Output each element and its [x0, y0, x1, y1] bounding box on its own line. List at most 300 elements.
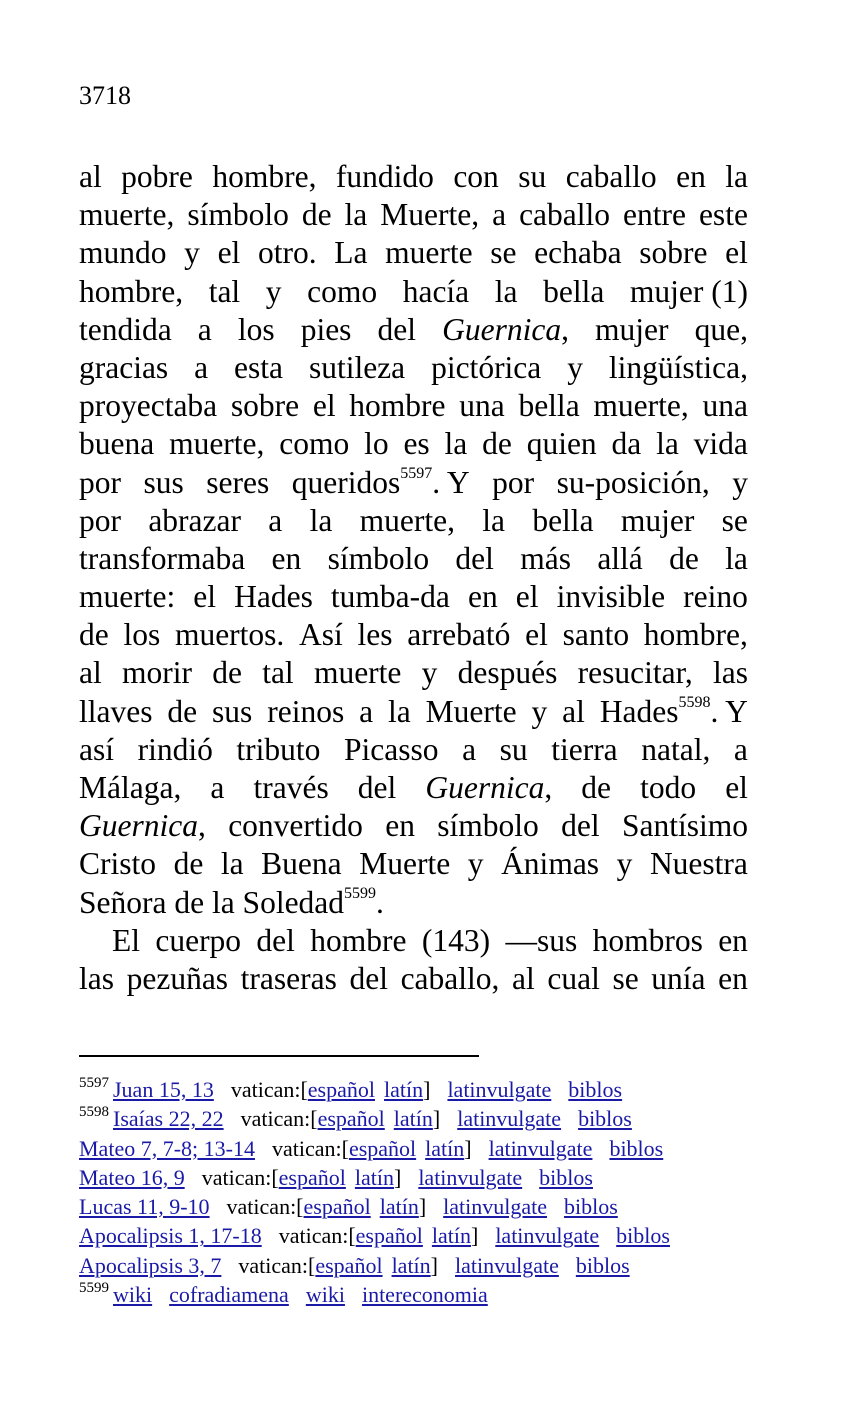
text: Muerte — [425, 693, 517, 729]
word: muerte — [313, 655, 402, 691]
word: su — [499, 731, 528, 767]
text: y — [732, 464, 748, 500]
word — [595, 311, 668, 349]
word: hombre, — [643, 617, 748, 653]
bracket: ] — [464, 1135, 472, 1161]
text-line — [79, 273, 748, 311]
word: muerte: — [79, 579, 176, 615]
link-biblos[interactable]: biblos — [539, 1164, 593, 1190]
word: de — [79, 617, 109, 653]
source-link[interactable]: cofradiamena — [169, 1282, 289, 1308]
word: pictórica — [431, 349, 542, 385]
word: el — [525, 617, 548, 653]
text: al — [562, 693, 585, 729]
word — [492, 464, 534, 502]
bracket: ] — [430, 1252, 438, 1278]
word: tumba-da — [330, 579, 450, 615]
text: . — [376, 884, 384, 920]
word: es — [403, 426, 430, 462]
word: invisible — [556, 579, 666, 615]
text: de — [167, 693, 198, 729]
link-biblos[interactable]: biblos — [564, 1194, 618, 1220]
word — [79, 693, 152, 731]
word: este — [698, 197, 748, 233]
word: caballo, — [400, 960, 500, 996]
text-line — [79, 311, 748, 349]
word: la — [725, 540, 748, 576]
word: Picasso — [343, 731, 439, 767]
bracket: ] — [393, 1164, 402, 1190]
word — [600, 693, 748, 731]
word: rindió — [137, 731, 213, 767]
word: pezuñas — [126, 960, 229, 996]
text: símbolo — [437, 808, 539, 844]
word: muerte — [385, 235, 473, 271]
word: a — [194, 349, 209, 385]
footnote-line — [79, 1134, 759, 1163]
word: muerte, — [169, 426, 265, 462]
text: mujer — [595, 311, 669, 347]
word: hacía — [402, 273, 470, 309]
link-latinvulgate[interactable]: latinvulgate — [495, 1223, 600, 1249]
word: al — [79, 159, 102, 194]
word: la — [494, 273, 518, 309]
word: resucitar, — [577, 655, 693, 691]
link-espanol[interactable]: español — [348, 1135, 417, 1161]
bible-ref-link[interactable]: Mateo 16, 9 — [79, 1164, 185, 1190]
word: —sus — [505, 922, 578, 958]
word: la — [344, 197, 368, 233]
word — [79, 884, 384, 922]
link-espanol[interactable]: español — [317, 1106, 385, 1132]
footnote-line — [79, 1221, 759, 1250]
text-line — [79, 502, 748, 540]
word: símbolo — [327, 540, 430, 576]
word: mujer — [620, 502, 695, 538]
word: La — [334, 235, 368, 271]
link-latin[interactable]: latín — [431, 1223, 471, 1249]
word: a — [733, 731, 748, 767]
word: y — [567, 349, 583, 385]
text-line — [79, 693, 748, 731]
text-line — [79, 616, 748, 654]
link-latin[interactable]: latín — [354, 1164, 394, 1190]
word — [210, 769, 224, 807]
word: proyectaba — [79, 388, 218, 424]
text-line — [79, 922, 748, 960]
link-espanol[interactable]: español — [278, 1164, 346, 1190]
text: su-posición, — [556, 464, 710, 500]
word: se — [721, 502, 748, 538]
word: y — [184, 235, 200, 271]
footnote-line — [79, 1192, 759, 1221]
word: transformaba — [79, 540, 246, 576]
text-line — [79, 654, 748, 692]
source-link[interactable]: intereconomia — [361, 1282, 488, 1308]
word — [437, 807, 539, 845]
word: del — [256, 922, 295, 958]
link-biblos[interactable]: biblos — [578, 1106, 632, 1132]
word: al — [79, 655, 102, 691]
word: Así — [299, 617, 343, 653]
word: reino — [683, 579, 748, 615]
text: todo — [640, 770, 697, 805]
word: la — [656, 426, 679, 462]
word: de — [212, 655, 242, 691]
word: quien — [526, 426, 597, 462]
word: caballo — [519, 197, 611, 233]
bracket: ] — [423, 1077, 431, 1102]
bible-ref-link[interactable]: Juan 15, 13 — [113, 1077, 214, 1102]
word: hombre, — [79, 273, 184, 309]
word: hombre — [310, 922, 407, 958]
word: natal, — [641, 731, 711, 767]
word: al — [512, 960, 535, 996]
link-latin[interactable]: latín — [379, 1194, 419, 1220]
word — [79, 464, 121, 502]
word: caballo — [565, 159, 657, 194]
word — [425, 769, 552, 807]
word: Muerte, — [380, 197, 480, 233]
text: . Y — [710, 693, 748, 729]
link-biblos[interactable]: biblos — [616, 1223, 670, 1249]
italic-title: Guernica — [79, 808, 198, 844]
text: a — [359, 693, 374, 729]
text-line — [79, 540, 748, 578]
link-latinvulgate[interactable]: latinvulgate — [455, 1252, 559, 1278]
word: y — [467, 846, 484, 882]
word: y — [421, 655, 438, 691]
text: a — [197, 311, 212, 347]
word — [79, 311, 172, 349]
link-espanol[interactable]: español — [355, 1223, 423, 1249]
text-line — [79, 196, 748, 234]
word: la — [444, 426, 468, 462]
word — [144, 464, 184, 502]
word: bella — [518, 388, 580, 424]
word: después — [457, 655, 558, 691]
word — [253, 769, 328, 807]
footnote-line — [79, 1280, 759, 1309]
word: allá — [597, 540, 643, 576]
link-latinvulgate[interactable]: latinvulgate — [418, 1164, 523, 1190]
footnote-line — [79, 1104, 759, 1133]
text: Málaga, — [79, 770, 182, 805]
link-biblos[interactable]: biblos — [568, 1077, 623, 1102]
word — [385, 807, 415, 845]
word — [238, 311, 275, 349]
text-line — [79, 349, 748, 387]
word — [562, 693, 585, 731]
text: . Y — [432, 464, 470, 500]
text: los — [237, 311, 275, 347]
word — [79, 807, 206, 845]
bracket: ] — [432, 1106, 441, 1132]
word — [267, 693, 344, 731]
word: la — [482, 502, 506, 538]
word: como — [307, 273, 378, 309]
word: gracias — [79, 349, 169, 385]
word: Nuestra — [649, 846, 748, 882]
word: muerte, — [593, 388, 689, 424]
text: por — [492, 464, 535, 500]
text: la — [388, 693, 411, 729]
word: y — [265, 273, 282, 309]
footnote-marker: 5598 — [678, 694, 711, 712]
word: les — [357, 617, 393, 653]
text: Santísimo — [621, 808, 748, 844]
text-line — [79, 158, 748, 196]
source-link[interactable]: wiki — [113, 1282, 153, 1308]
word: hombre — [349, 388, 446, 424]
text: pies — [300, 311, 352, 347]
text-line — [79, 769, 748, 807]
footnote-line — [79, 1075, 759, 1104]
word: las — [712, 655, 748, 691]
link-latinvulgate[interactable]: latinvulgate — [457, 1106, 562, 1132]
text: y — [531, 693, 548, 729]
text-line — [79, 731, 748, 769]
bible-ref-link[interactable]: Isaías 22, 22 — [113, 1106, 224, 1132]
text: , — [544, 770, 553, 805]
text: del — [561, 808, 600, 844]
link-latinvulgate[interactable]: latinvulgate — [488, 1135, 593, 1161]
footnote-marker: 5597 — [400, 465, 433, 482]
word: bella — [543, 273, 605, 309]
bible-ref-link[interactable]: Lucas 11, 9-10 — [79, 1194, 210, 1220]
word: con — [453, 159, 499, 194]
link-latin[interactable]: latín — [384, 1077, 424, 1102]
word — [198, 311, 212, 349]
word — [426, 693, 517, 731]
word: fundido — [335, 159, 434, 194]
bible-ref-link[interactable]: Apocalipsis 1, 17-18 — [79, 1223, 262, 1249]
bible-ref-link[interactable]: Mateo 7, 7-8; 13-14 — [79, 1135, 255, 1161]
word: mundo — [79, 235, 167, 271]
text: del — [377, 311, 417, 347]
text: convertido — [228, 808, 363, 844]
word: lo — [364, 426, 389, 462]
word: a — [462, 731, 477, 767]
word: una — [459, 388, 505, 424]
word: de — [173, 846, 204, 882]
footnote-separator — [79, 1055, 479, 1057]
link-biblos[interactable]: biblos — [609, 1135, 664, 1161]
word: una — [702, 388, 748, 424]
word: los — [123, 617, 161, 653]
text: del — [357, 770, 397, 805]
word: su — [518, 159, 547, 194]
link-espanol[interactable]: español — [315, 1252, 383, 1278]
word: mujer (1) — [629, 273, 748, 309]
word — [622, 807, 748, 845]
vatican-label: vatican:[ — [230, 1077, 308, 1102]
word: del — [349, 960, 388, 996]
word — [228, 807, 363, 845]
word: sobre — [230, 388, 300, 424]
link-latin[interactable]: latín — [393, 1106, 433, 1132]
text: a — [210, 770, 225, 805]
link-latinvulgate[interactable]: latinvulgate — [443, 1194, 548, 1220]
word: tierra — [551, 731, 618, 767]
word: muerte, — [79, 197, 175, 233]
word: y — [616, 846, 633, 882]
text: , — [561, 311, 569, 347]
text: de — [581, 770, 612, 805]
footnote-marker: 5599 — [344, 885, 377, 903]
word: entre — [623, 197, 686, 233]
text: el — [725, 770, 748, 805]
text: , — [197, 808, 206, 844]
word: El — [112, 922, 140, 958]
word: el — [725, 235, 748, 271]
word: la — [725, 159, 748, 194]
word: cuerpo — [155, 922, 242, 958]
word: en — [271, 540, 302, 576]
word — [359, 693, 373, 731]
text: Señora de la Soledad — [79, 884, 345, 920]
word: sutileza — [308, 349, 406, 385]
word — [581, 769, 611, 807]
vatican-label: vatican:[ — [271, 1135, 349, 1161]
word: Cristo — [79, 846, 157, 882]
word: en — [718, 960, 748, 996]
word: santo — [562, 617, 630, 653]
link-espanol[interactable]: español — [307, 1077, 375, 1102]
word — [212, 693, 252, 731]
link-espanol[interactable]: español — [303, 1194, 371, 1220]
word: morir — [121, 655, 192, 691]
word: el — [515, 579, 539, 615]
link-latinvulgate[interactable]: latinvulgate — [447, 1077, 552, 1102]
word: abrazar — [148, 502, 241, 538]
word: pobre — [121, 159, 193, 194]
word: se — [490, 235, 517, 271]
word — [167, 693, 197, 731]
word: las — [79, 960, 114, 996]
word: del — [455, 540, 494, 576]
word: cual — [547, 960, 600, 996]
word — [378, 311, 416, 349]
word: como — [279, 426, 350, 462]
text-line — [79, 960, 748, 998]
bracket: ] — [470, 1223, 479, 1249]
word: tributo — [236, 731, 321, 767]
word: echaba — [534, 235, 622, 271]
text: queridos — [291, 464, 401, 500]
word — [442, 311, 569, 349]
word: tal — [262, 655, 294, 691]
italic-title: Guernica — [425, 770, 545, 805]
word: en — [676, 159, 706, 194]
word — [732, 464, 748, 502]
text: través — [253, 770, 329, 805]
word — [532, 693, 548, 731]
word: muerte, — [359, 502, 455, 538]
word: la — [220, 846, 244, 882]
text-line — [79, 464, 748, 502]
body-text — [79, 158, 748, 998]
text-line — [79, 234, 748, 272]
vatican-label: vatican:[ — [240, 1106, 318, 1132]
text: por — [79, 464, 121, 500]
text: en — [385, 808, 415, 844]
word: tal — [208, 273, 241, 309]
word: el — [217, 235, 241, 271]
word: la — [309, 502, 333, 538]
text: llaves — [79, 693, 153, 729]
word — [725, 769, 748, 807]
footnote-number: 5598 — [79, 1104, 109, 1121]
source-link[interactable]: wiki — [305, 1282, 345, 1308]
vatican-label: vatican:[ — [238, 1252, 316, 1278]
word: de — [482, 426, 512, 462]
word: de — [301, 197, 332, 233]
word: esta — [234, 349, 284, 385]
word: a — [492, 197, 507, 233]
word: el — [312, 388, 336, 424]
link-latin[interactable]: latín — [425, 1135, 465, 1161]
word: el — [193, 579, 217, 615]
footnote-line — [79, 1251, 759, 1280]
word: así — [79, 731, 114, 767]
word: buena — [79, 426, 155, 462]
footnote-line — [79, 1163, 759, 1192]
text: sus — [212, 693, 253, 729]
word — [206, 464, 269, 502]
word: Hades — [234, 579, 313, 615]
text-line — [79, 845, 748, 883]
word: hombros — [592, 922, 703, 958]
vatican-label: vatican:[ — [278, 1223, 356, 1249]
word: lingüística, — [608, 349, 748, 385]
word: Muerte — [359, 846, 451, 882]
word: vida — [693, 426, 748, 462]
word — [561, 807, 599, 845]
text-line — [79, 425, 748, 463]
vatican-label: vatican:[ — [201, 1164, 279, 1190]
bible-ref-link[interactable]: Apocalipsis 3, 7 — [79, 1252, 222, 1278]
word: sobre — [639, 235, 708, 271]
word: de — [669, 540, 699, 576]
word: (143) — [421, 922, 491, 958]
word: más — [520, 540, 571, 576]
text: tendida — [79, 311, 172, 347]
bracket: ] — [418, 1194, 427, 1220]
word: otro. — [257, 235, 317, 271]
italic-title: Guernica — [442, 311, 562, 347]
word — [79, 769, 181, 807]
text-line — [79, 578, 748, 616]
word: da — [611, 426, 642, 462]
text: Hades — [599, 693, 679, 729]
link-biblos[interactable]: biblos — [575, 1252, 630, 1278]
link-latin[interactable]: latín — [391, 1252, 431, 1278]
word — [292, 464, 470, 502]
word: muertos. — [174, 617, 285, 653]
word — [695, 311, 748, 349]
text-line — [79, 807, 748, 845]
text: sus — [143, 464, 184, 500]
word — [301, 311, 352, 349]
text-line — [79, 387, 748, 425]
text: reinos — [267, 693, 345, 729]
word — [640, 769, 696, 807]
word: unía — [651, 960, 706, 996]
word: Ánimas — [501, 846, 600, 882]
word: en — [718, 922, 748, 958]
word: símbolo — [187, 197, 289, 233]
